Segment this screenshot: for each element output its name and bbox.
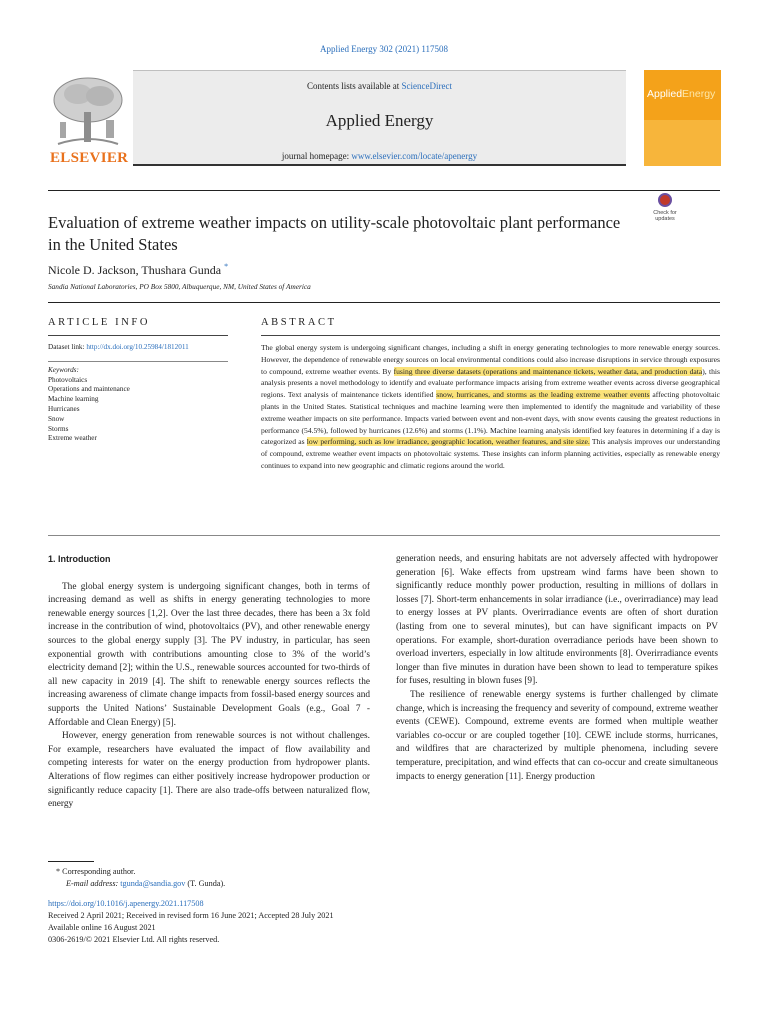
keywords-label: Keywords: bbox=[48, 365, 79, 374]
authors-text: Nicole D. Jackson, Thushara Gunda bbox=[48, 263, 222, 277]
elsevier-tree-icon bbox=[48, 74, 126, 152]
homepage-prefix: journal homepage: bbox=[281, 151, 352, 161]
elsevier-logo[interactable] bbox=[48, 70, 128, 169]
elsevier-wordmark: ELSEVIER bbox=[50, 150, 129, 166]
abstract-segment: This analysis improves our understanding of compound, extreme weather event impacts on photovoltaic systems. These insights can inform planning activities, especially as renewable energy continues to expand into new geographic and climatic regions around the world. bbox=[261, 437, 721, 470]
footnote-corresponding bbox=[48, 866, 348, 878]
keywords-rule bbox=[48, 361, 228, 362]
cover-brand-b: Energy bbox=[682, 88, 716, 100]
article-info-rule bbox=[48, 335, 228, 336]
keyword-item: Snow bbox=[48, 414, 65, 423]
journal-name: Applied Energy bbox=[325, 111, 434, 130]
article-metadata bbox=[48, 898, 448, 946]
body-paragraph: generation needs, and ensuring habitats are not adversely affected with hydropower generation [6]. Wake effects from upstream wind farms have been shown to significantly reduce monthly power production, resulting in millions of dollars in losses [7]. Short-term enhancements in solar irradiance (i.e., overirradiance) may lead to energy losses at PV plants. Overirradiance events are often of short duration (lasting from one to several minutes), but can have significant impacts on PV operations. For example, short-duration overradiance periods have been shown to overload inverters, especially in low altitude environments [8]. Overirradiance events longer than five minutes in duration have been shown to lead to temperature spikes for fuses, resulting in blown fuses [9]. bbox=[396, 554, 718, 687]
abstract-highlight[interactable]: snow, hurricanes, and storms as the leading extreme weather events bbox=[436, 390, 650, 400]
abstract-segment: ), this analysis presents a novel methodology to identify and evaluate performance impacts arising from extreme weather events across diverse geographical regions. Text analysis of maintenance tickets identified bbox=[261, 366, 720, 400]
article-info-panel bbox=[48, 343, 228, 444]
footnote-rule bbox=[48, 861, 94, 862]
abstract-segment: The global energy system is undergoing significant changes, including a shift in energy generating technologies to more renewable energy sources. However, the dependence of renewable energy sources on local environmental conditions could also increase disruptions in service through exposures to compound, extreme weather events. By bbox=[261, 343, 720, 376]
homepage-link[interactable]: www.elsevier.com/locate/apenergy bbox=[351, 151, 478, 161]
body-paragraph: However, energy generation from renewable sources is not without challenges. For example, researchers have evaluated the impact of flow availability and competing interests for water on the energy production from hydropower plants. Alterations of flow regimes can either positively increase hydropower production or significantly reduce capacity [1]. There are also trade-offs between naturalized flow, energy bbox=[48, 731, 370, 810]
cover-band bbox=[644, 120, 721, 166]
email-suffix: (T. Gunda). bbox=[187, 879, 226, 888]
dataset-label: Dataset link: bbox=[48, 343, 87, 351]
header-rule bbox=[48, 190, 720, 191]
abstract-rule bbox=[261, 335, 720, 336]
corresponding-author-link[interactable]: * bbox=[224, 262, 229, 271]
footnote-mark: * bbox=[56, 867, 61, 876]
body-column-left bbox=[48, 553, 370, 812]
contents-line bbox=[133, 81, 626, 91]
copyright: 0306-2619/© 2021 Elsevier Ltd. All rights reserved. bbox=[48, 935, 220, 944]
check-for-updates-button[interactable] bbox=[646, 193, 684, 229]
email-label: E-mail address: bbox=[66, 879, 119, 888]
footnote-corresponding-text: Corresponding author. bbox=[62, 867, 136, 876]
abstract-segment: affecting photovoltaic plants in the United States. Statistical techniques and machine learning were then implemented to identify the magnitude and variability of these extreme weather impacts on site performance. Impacts varied between event and non-event days, with snow events causing the greatest reductions in performance (54.5%), followed by hurricanes (12.6%) and storms (1.1%). Machine learning analysis identified key features in determining if a day is categorized as bbox=[261, 390, 721, 447]
homepage-line bbox=[133, 151, 626, 161]
body-paragraph: The global energy system is undergoing significant changes, both in terms of increasing demand as well as shifts in energy generating technologies to more renewable energy sources [1,2]. Over the last three decades, there has been a 3x fold increase in the contribution of wind, photovoltaics (PV), and other renewable energy sources to the global energy supply [3]. The PV industry, in particular, has seen exponential growth with contributions amounting close to 3% of the world’s electricity demand [2]; within the U.S., renewable sources accounted for two-thirds of all new capacity in 2019 [4]. The shift to renewable energy sources reflects the increasing awareness of climate change impacts from fossil-based energy sources and supports the United Nations’ Sustainable Development Goals (e.g., Goal 7 - Affordable and Clean Energy) [5]. bbox=[48, 581, 370, 728]
front-matter-rule bbox=[48, 302, 720, 303]
article-info-heading: ARTICLE INFO bbox=[48, 317, 151, 328]
keyword-item: Storms bbox=[48, 424, 69, 433]
abstract-highlight[interactable]: fusing three diverse datasets (operations and maintenance tickets, weather data, and production data bbox=[393, 366, 703, 376]
keyword-item: Operations and maintenance bbox=[48, 385, 130, 394]
keyword-item: Photovoltaics bbox=[48, 375, 88, 384]
check-updates-label: Check for updates bbox=[653, 210, 677, 222]
journal-citation[interactable]: Applied Energy 302 (2021) 117508 bbox=[320, 44, 448, 54]
abstract-heading: ABSTRACT bbox=[261, 317, 337, 328]
received-dates: Received 2 April 2021; Received in revised form 16 June 2021; Accepted 28 July 2021 bbox=[48, 911, 334, 920]
dataset-link[interactable]: http://dx.doi.org/10.25984/1812011 bbox=[86, 343, 189, 351]
keyword-item: Hurricanes bbox=[48, 404, 80, 413]
abstract-bottom-rule bbox=[48, 535, 720, 536]
footnote bbox=[48, 866, 348, 890]
contents-prefix: Contents lists available at bbox=[307, 81, 402, 91]
journal-header-box bbox=[133, 70, 626, 166]
affiliation: Sandia National Laboratories, PO Box 5800, Albuquerque, NM, United States of America bbox=[48, 282, 311, 291]
footnote-email bbox=[48, 878, 348, 890]
abstract-highlight[interactable]: low performing, such as low irradiance, geographic location, weather features, and site size. bbox=[306, 437, 590, 447]
journal-masthead bbox=[48, 70, 721, 169]
available-online: Available online 16 August 2021 bbox=[48, 923, 156, 932]
dataset-line bbox=[48, 343, 228, 353]
body-paragraph: The resilience of renewable energy systems is further challenged by climate change, which is increasing the frequency and severity of compound, extreme weather events (CEWE). Compound, extreme events are formed when multiple weather variables co-occur or are coupled together [10]. CEWE include storms, hurricanes, and wildfires that are characterized by multiple phenomena, including severe temperature, precipitation, and wind effects that can co-occur and create simultaneous impacts to energy generation [11]. Energy production bbox=[396, 689, 718, 782]
author-list bbox=[48, 262, 228, 278]
article-title: Evaluation of extreme weather impacts on utility-scale photovoltaic plant performance in the United States bbox=[48, 213, 621, 254]
doi-link[interactable]: https://doi.org/10.1016/j.apenergy.2021.117508 bbox=[48, 899, 204, 908]
cover-brand-a: Applied bbox=[647, 88, 683, 100]
keyword-item: Extreme weather bbox=[48, 434, 97, 443]
check-updates-icon bbox=[658, 193, 672, 207]
journal-cover-image[interactable] bbox=[644, 70, 721, 166]
abstract-text bbox=[261, 342, 720, 472]
sciencedirect-link[interactable]: ScienceDirect bbox=[401, 81, 452, 91]
keyword-item: Machine learning bbox=[48, 395, 99, 404]
email-link[interactable]: tgunda@sandia.gov bbox=[120, 879, 186, 888]
cover-brand bbox=[647, 88, 715, 100]
introduction-heading: 1. Introduction bbox=[48, 554, 111, 564]
body-column-right bbox=[396, 553, 718, 784]
